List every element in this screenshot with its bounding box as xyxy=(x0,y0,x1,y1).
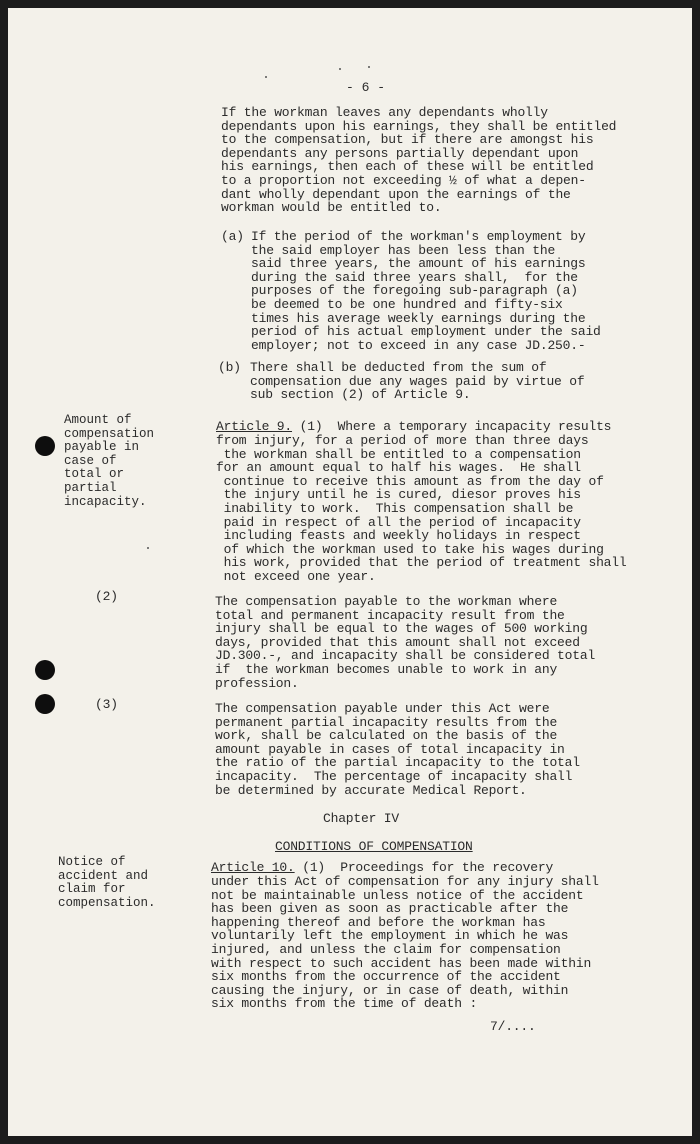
article9-margin-note: Amount of compensation payable in case of total or partial incapacity. xyxy=(64,413,155,509)
sub-a-label: (a) xyxy=(221,229,244,244)
article9-heading-line xyxy=(216,420,611,434)
page-number: - 6 - xyxy=(346,80,386,95)
sub-a-text: If the period of the workman's employment by the said employer has been less than the said three years, the amount of his earnings during the said three years shall, for the purposes of the foregoing sub-paragraph (a) be deemed to be one hundred and fifty-six times his average weekly earnings during the period of his actual employment under the said employer; not to exceed in any case JD.250.- xyxy=(251,229,601,353)
document-page xyxy=(8,8,692,1136)
article10-heading: Article 10. xyxy=(211,860,295,875)
speck xyxy=(339,68,341,70)
speck xyxy=(265,76,267,78)
article9-heading: Article 9. xyxy=(216,419,293,434)
article10-body: under this Act of compensation for any injury shall not be maintainable unless notice of the accident has been given as soon as practicable after the happening thereof and before the workman has voluntarily left the employment in which he was injured, and unless the claim for compensation with respect to such accident has been made within six months from the occurrence of the accident causing the injury, or in case of death, within six months from the time of death : xyxy=(211,874,599,1012)
para3-label: (3) xyxy=(95,697,118,712)
article9-body: from injury, for a period of more than three days the workman shall be entitled to a compensation for an amount equal to half his wages. He shall continue to receive this amount as from the day of the injury until he is cured, diesor proves his inability to work. This compensation shall be paid in respect of all the period of incapacity including feasts and weekly holidays in respect of which the workman used to take his wages during his work, provided that the period of treatment shall not exceed one year. xyxy=(216,433,627,584)
article10-first-line: (1) Proceedings for the recovery xyxy=(294,860,554,875)
para3-text: The compensation payable under this Act were permanent partial incapacity results from the work, shall be calculated on the basis of the amount payable in cases of total incapacity in the ratio of the partial incapacity to the total incapacity. The percentage of incapacity shall be determined by accurate Medical Report. xyxy=(215,701,580,798)
sub-b-text: There shall be deducted from the sum of compensation due any wages paid by virtue of sub section (2) of Article 9. xyxy=(250,360,585,403)
punch-hole xyxy=(35,660,55,680)
punch-hole xyxy=(35,694,55,714)
para2-label: (2) xyxy=(95,589,118,604)
punch-hole xyxy=(35,436,55,456)
para2-text: The compensation payable to the workman where total and permanent incapacity result from the injury shall be equal to the wages of 500 working days, provided that this amount shall not exceed JD.300.-, and incapacity shall be considered total if the workman becomes unable to work in any profession. xyxy=(215,594,596,691)
continuation-marker: 7/.... xyxy=(490,1019,536,1034)
chapter-number: Chapter IV xyxy=(323,811,400,826)
chapter-title: CONDITIONS OF COMPENSATION xyxy=(275,839,473,854)
sub-b-label: (b) xyxy=(218,360,241,375)
article10-heading-line xyxy=(211,861,553,875)
intro-paragraph: If the workman leaves any dependants wholly dependants upon his earnings, they shall be entitled to the compensation, but if there are amongst his dependants any persons partially dependant upon his earnings, then each of these will be entitled to a proportion not exceeding ½ of what a depen- dant wholly dependant upon the earnings of the workman would be entitled to. xyxy=(221,105,617,216)
speck xyxy=(368,66,370,68)
article10-margin-note: Notice of accident and claim for compensation. xyxy=(58,855,156,910)
article9-first-line: (1) Where a temporary incapacity results xyxy=(292,419,612,434)
speck xyxy=(147,547,149,549)
